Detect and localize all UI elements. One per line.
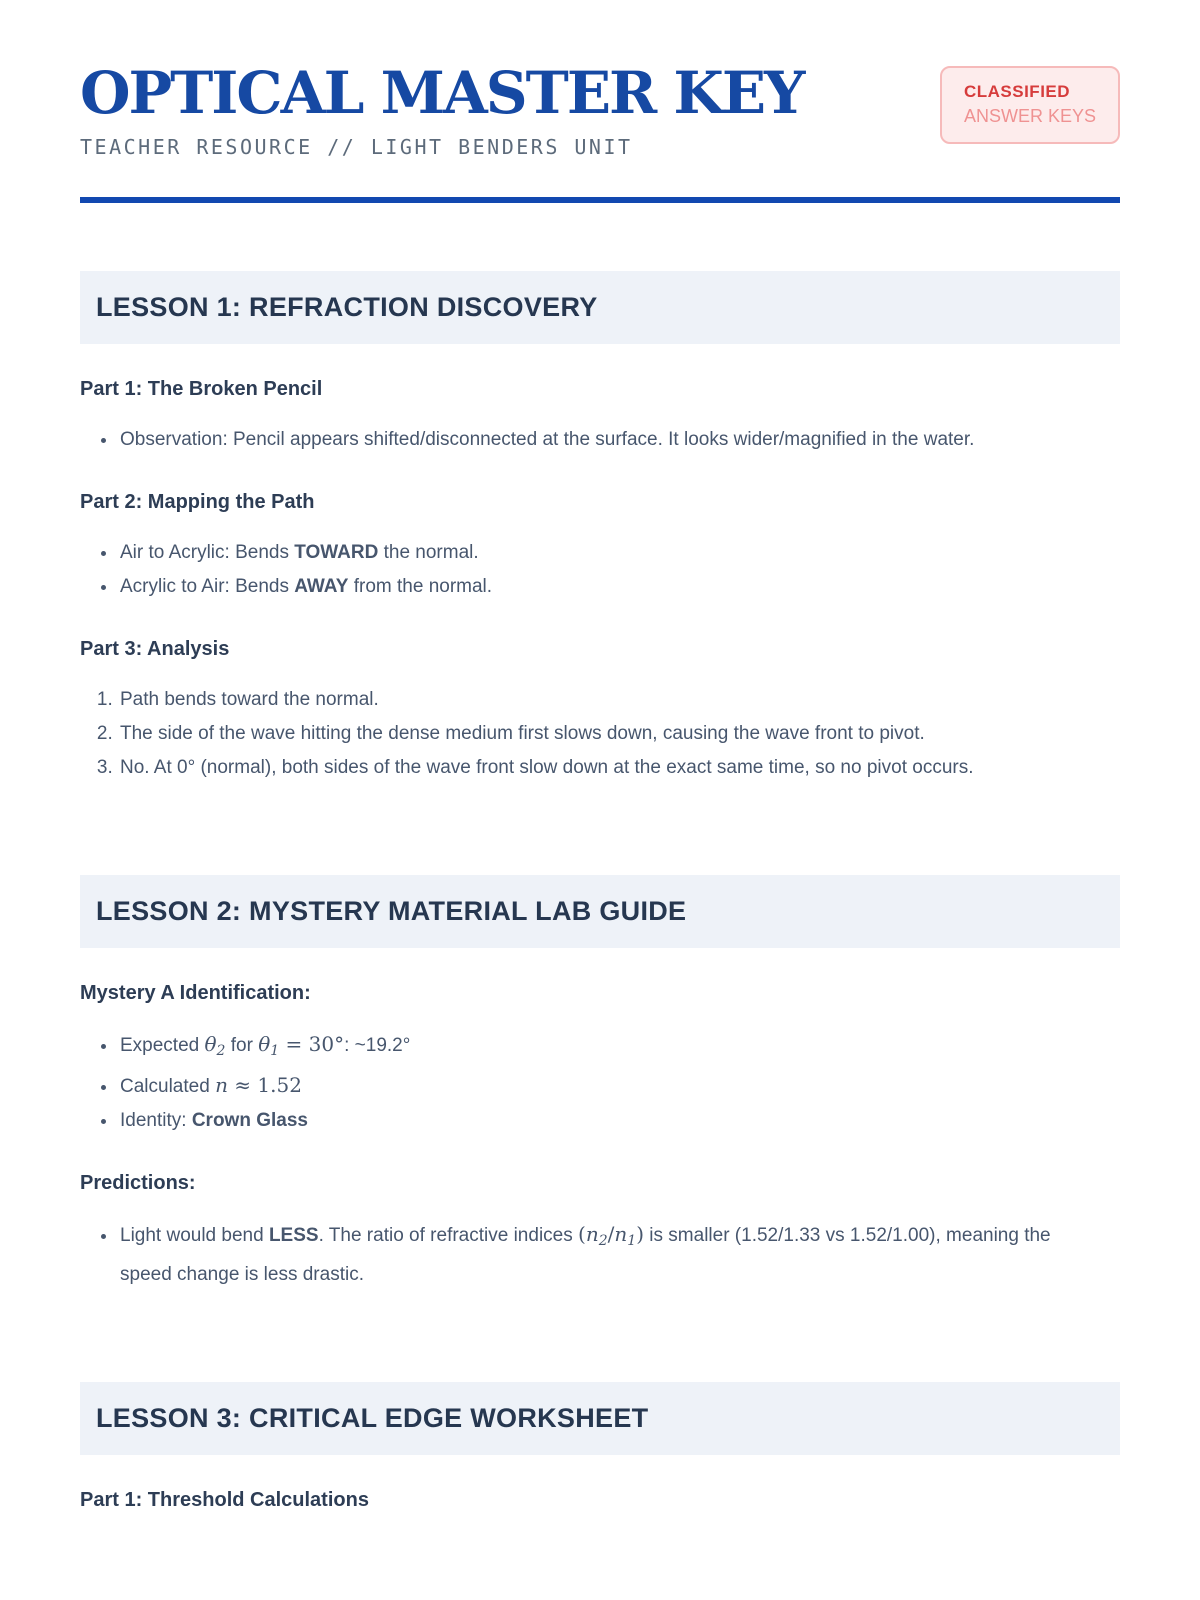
lesson-heading: LESSON 1: REFRACTION DISCOVERY (80, 271, 1120, 344)
body-text: Acrylic to Air: Bends (120, 576, 295, 598)
math-text: ) (636, 1222, 645, 1247)
list-item (118, 717, 1053, 751)
lesson-section (80, 1382, 1120, 1512)
body-text: Path bends toward the normal. (120, 689, 379, 711)
part-subheading: Part 1: The Broken Pencil (80, 378, 323, 401)
lesson-heading: LESSON 2: MYSTERY MATERIAL LAB GUIDE (80, 875, 1120, 948)
emphasis-text: TOWARD (294, 542, 379, 564)
list-item (118, 751, 1053, 785)
list-item (118, 1027, 1053, 1068)
body-text: from the normal. (348, 576, 493, 598)
body-text: the normal. (378, 542, 479, 564)
body-text: Air to Acrylic: Bends (120, 542, 295, 564)
part-subheading: Part 3: Analysis (80, 638, 230, 661)
math-subscript-text: 2 (216, 1043, 226, 1060)
classified-badge (940, 66, 1120, 144)
part-subheading: Predictions: (80, 1172, 196, 1195)
body-text: Expected (120, 1035, 205, 1057)
bullet-list (80, 423, 1053, 457)
header-divider (80, 197, 1120, 203)
list-item (118, 683, 1053, 717)
title-block (80, 59, 804, 160)
math-text: n (215, 1073, 228, 1098)
body-text: No. At 0° (normal), both sides of the wave front slow down at the exact same time, so no pivot occurs. (120, 757, 974, 779)
body-text: Identity: (120, 1110, 192, 1132)
lesson-section (80, 875, 1120, 1292)
emphasis-text: AWAY (294, 576, 349, 598)
math-text: / (607, 1222, 615, 1247)
body-text: Observation: Pencil appears shifted/disconnected at the surface. It looks wider/magnified in the water. (120, 429, 975, 451)
math-subscript-text: 2 (598, 1233, 608, 1250)
list-item (118, 423, 1053, 457)
list-item (118, 1217, 1056, 1292)
list-item (118, 536, 1053, 570)
body-text: . The ratio of refractive indices (318, 1225, 579, 1247)
math-text: n (585, 1222, 599, 1247)
bullet-list (80, 536, 1053, 604)
math-subscript-text: 1 (627, 1233, 637, 1250)
list-item (118, 1068, 1053, 1104)
lesson-section (80, 271, 1120, 785)
emphasis-text: LESS (268, 1225, 319, 1247)
page-title: OPTICAL MASTER KEY (80, 59, 804, 127)
lesson-heading: LESSON 3: CRITICAL EDGE WORKSHEET (80, 1382, 1120, 1455)
math-text: n (614, 1222, 628, 1247)
page-subtitle: TEACHER RESOURCE // LIGHT BENDERS UNIT (80, 135, 633, 160)
bullet-list (80, 1217, 1056, 1292)
body-text: Light would bend (120, 1225, 269, 1247)
math-text: ( (578, 1222, 586, 1247)
part-subheading: Part 1: Threshold Calculations (80, 1489, 369, 1512)
body-text: for (225, 1035, 259, 1057)
body-text: : ~19.2° (344, 1035, 411, 1057)
lessons-container (80, 271, 1120, 1512)
math-text: θ (204, 1032, 217, 1057)
header-row (80, 59, 1120, 160)
part-subheading: Mystery A Identification: (80, 982, 311, 1005)
document-header (80, 59, 1120, 203)
emphasis-text: Crown Glass (191, 1110, 308, 1132)
numbered-list (80, 683, 1053, 785)
list-item (118, 1104, 1053, 1138)
body-text: is smaller (1.52/1.33 vs 1.52/1.00), meaning the speed change is less drastic. (120, 1225, 1056, 1286)
math-subscript-text: 1 (270, 1043, 280, 1060)
badge-answer-keys-label: ANSWER KEYS (963, 106, 1096, 126)
list-item (118, 570, 1053, 604)
math-text: = 30° (279, 1032, 345, 1057)
body-text: Calculated (120, 1076, 216, 1098)
part-subheading: Part 2: Mapping the Path (80, 491, 315, 514)
bullet-list (80, 1027, 1053, 1138)
math-text: ≈ 1.52 (227, 1073, 302, 1098)
math-text: θ (258, 1032, 271, 1057)
body-text: The side of the wave hitting the dense medium first slows down, causing the wave front to pivot. (120, 723, 925, 745)
badge-classified-label: CLASSIFIED (963, 82, 1071, 101)
